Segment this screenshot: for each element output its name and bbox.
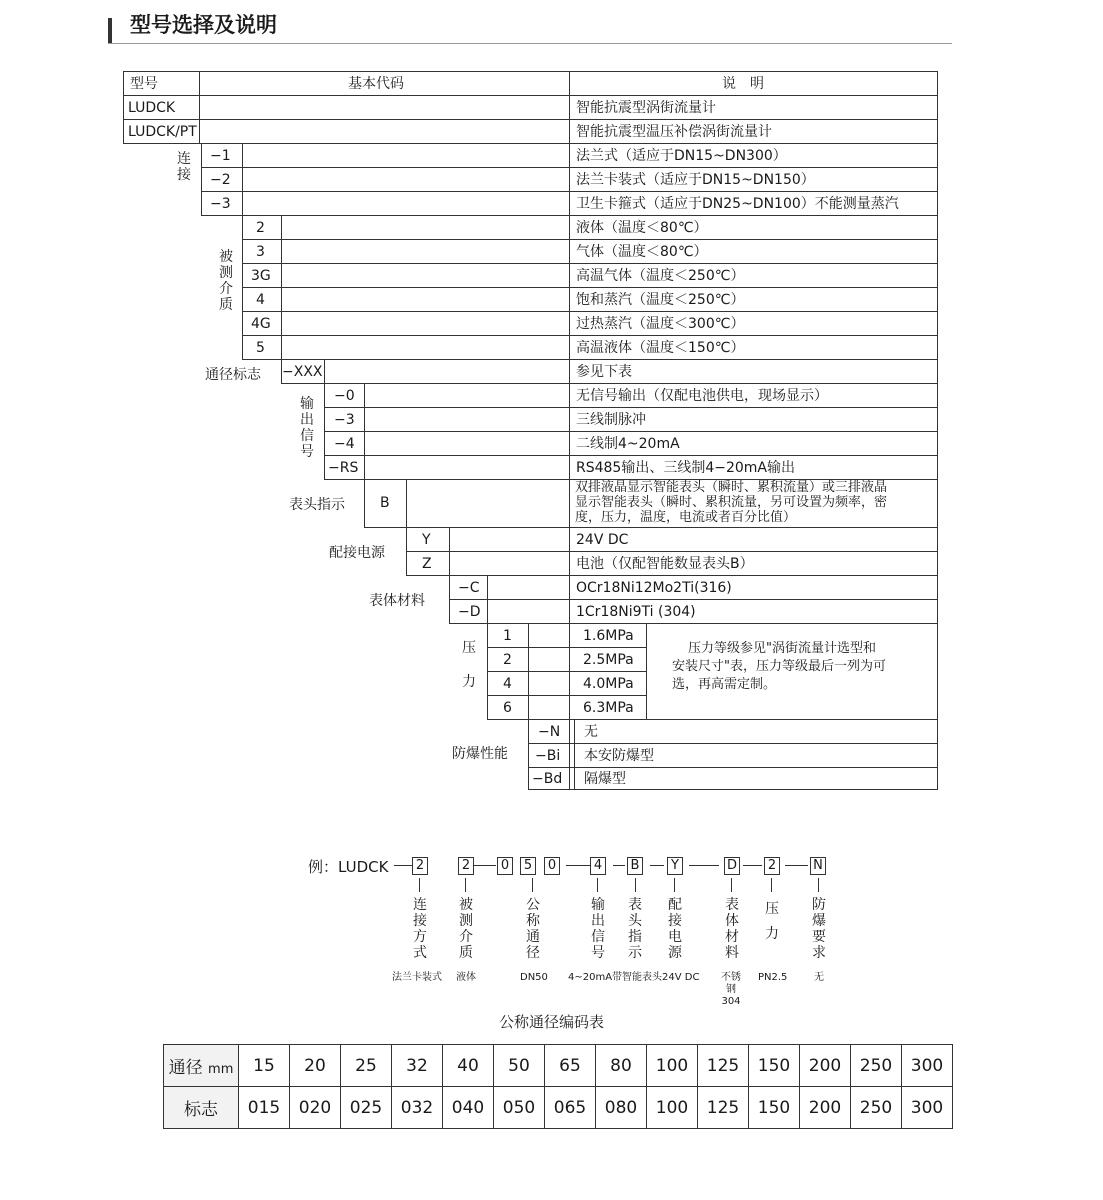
example-box-diameter: 0	[544, 857, 560, 875]
medium-code: 4G	[251, 316, 271, 332]
medium-label: 被测介质	[219, 249, 233, 313]
pressure-desc: 2.5MPa	[583, 652, 634, 668]
code-cell: 025	[341, 1087, 392, 1129]
diameter-code: −XXX	[282, 364, 323, 380]
example-box-medium: 2	[458, 857, 474, 875]
connection-desc: 法兰卡装式（适应于DN15~DN150）	[576, 172, 815, 188]
explosion-code: −Bd	[532, 771, 563, 787]
pressure-code: 1	[503, 628, 512, 644]
model-code: LUDCK/PT	[128, 124, 197, 140]
example-box-power: Y	[667, 857, 683, 875]
explosion-code: −Bi	[535, 748, 561, 764]
example-label: 防爆要求	[812, 897, 826, 961]
code-cell: 015	[239, 1087, 290, 1129]
example-note: 液体	[456, 972, 476, 983]
connection-code: −1	[210, 148, 231, 164]
explosion-desc: 本安防爆型	[584, 748, 654, 764]
code-cell: 032	[392, 1087, 443, 1129]
code-cell: 200	[800, 1087, 851, 1129]
example-label: 被测介质	[459, 897, 473, 961]
example-note: DN50	[520, 972, 548, 983]
example-label: 输出信号	[591, 897, 605, 961]
diameter-cell: 150	[749, 1045, 800, 1087]
diameter-cell: 200	[800, 1045, 851, 1087]
power-desc: 电池（仅配智能数显表头B）	[576, 556, 754, 572]
nominal-diameter-table	[163, 1044, 953, 1129]
medium-desc: 高温液体（温度＜150℃）	[576, 340, 745, 356]
material-desc: OCr18Ni12Mo2Ti(316)	[576, 580, 732, 596]
pressure-desc: 6.3MPa	[583, 700, 634, 716]
diameter-cell: 15	[239, 1045, 290, 1087]
code-cell: 250	[851, 1087, 902, 1129]
medium-code: 5	[256, 340, 265, 356]
power-label: 配接电源	[329, 545, 385, 561]
connection-code: −2	[210, 172, 231, 188]
diameter-cell: 32	[392, 1045, 443, 1087]
connection-desc: 卫生卡箍式（适应于DN25~DN100）不能测量蒸汽	[576, 196, 899, 212]
output-code: −RS	[328, 460, 359, 476]
table-row	[164, 1045, 953, 1087]
example-note: 4~20mA带智能表头24V DC	[568, 972, 700, 983]
code-cell: 040	[443, 1087, 494, 1129]
pressure-code: 2	[503, 652, 512, 668]
power-code: Y	[422, 532, 431, 548]
model-code: LUDCK	[128, 100, 176, 116]
example-box-output: 4	[590, 857, 606, 875]
title-accent-bar	[108, 18, 112, 44]
table-row	[164, 1087, 953, 1129]
explosion-desc: 隔爆型	[584, 771, 626, 787]
title-rule	[108, 43, 952, 44]
material-code: −D	[458, 604, 481, 620]
explosion-desc: 无	[584, 724, 598, 740]
col-desc-header: 说 明	[722, 76, 764, 92]
row-header-code: 标志	[164, 1087, 239, 1129]
pressure-desc: 1.6MPa	[583, 628, 634, 644]
medium-code: 2	[256, 220, 265, 236]
example-note: 不锈钢304	[721, 972, 741, 1007]
connection-desc: 法兰式（适应于DN15~DN300）	[576, 148, 787, 164]
example-label: 表头指示	[628, 897, 642, 961]
diameter-cell: 50	[494, 1045, 545, 1087]
example-note: PN2.5	[758, 972, 788, 983]
pressure-note-line: 压力等级参见"涡街流量计选型和	[688, 641, 876, 656]
code-cell: 050	[494, 1087, 545, 1129]
output-desc: 二线制4~20mA	[576, 436, 680, 452]
pressure-note-line: 安装尺寸"表，压力等级最后一列为可	[672, 659, 886, 674]
example-box-pressure: 2	[764, 857, 780, 875]
code-cell: 080	[596, 1087, 647, 1129]
medium-code: 4	[256, 292, 265, 308]
explosion-code: −N	[538, 724, 561, 740]
diameter-cell: 20	[290, 1045, 341, 1087]
power-code: Z	[422, 556, 432, 572]
output-code: −4	[334, 436, 355, 452]
material-label: 表体材料	[369, 593, 425, 609]
code-cell: 065	[545, 1087, 596, 1129]
output-desc: 无信号输出（仅配电池供电，现场显示）	[576, 388, 828, 404]
example-box-diameter: 5	[520, 857, 536, 875]
col-model-header: 型号	[130, 76, 158, 92]
pressure-label: 压力	[462, 640, 476, 690]
example-prefix: 例：LUDCK	[308, 858, 389, 876]
example-box-material: D	[724, 857, 740, 875]
medium-code: 3	[256, 244, 265, 260]
model-desc: 智能抗震型温压补偿涡街流量计	[576, 124, 772, 140]
pressure-code: 6	[503, 700, 512, 716]
diameter-cell: 80	[596, 1045, 647, 1087]
example-note: 无	[814, 972, 824, 983]
example-label: 连接方式	[413, 897, 427, 961]
diameter-cell: 300	[902, 1045, 953, 1087]
material-code: −C	[458, 580, 480, 596]
example-label: 公称通径	[526, 897, 540, 961]
model-desc: 智能抗震型涡街流量计	[576, 100, 716, 116]
medium-code: 3G	[251, 268, 271, 284]
medium-desc: 气体（温度＜80℃）	[576, 244, 708, 260]
pressure-desc: 4.0MPa	[583, 676, 634, 692]
example-box-explosion: N	[810, 857, 826, 875]
output-desc: 三线制脉冲	[576, 412, 646, 428]
output-desc: RS485输出、三线制4−20mA输出	[576, 460, 796, 476]
nominal-table-title: 公称通径编码表	[499, 1013, 605, 1031]
explosion-label: 防爆性能	[452, 746, 508, 762]
example-box-connection: 2	[412, 857, 428, 875]
row-header-unit: mm	[208, 1062, 234, 1077]
display-desc-line: 显示智能表头（瞬时、累积流量，另可设置为频率，密	[575, 495, 888, 510]
output-label: 输出信号	[300, 396, 314, 460]
display-desc-line: 度，压力，温度，电流或者百分比值）	[575, 510, 797, 525]
diameter-cell: 125	[698, 1045, 749, 1087]
power-desc: 24V DC	[576, 532, 629, 548]
medium-desc: 液体（温度＜80℃）	[576, 220, 708, 236]
display-code: B	[380, 495, 390, 511]
medium-desc: 高温气体（温度＜250℃）	[576, 268, 745, 284]
code-cell: 125	[698, 1087, 749, 1129]
example-note: 法兰卡装式	[392, 972, 442, 983]
col-code-header: 基本代码	[348, 76, 404, 92]
diameter-label: 通径标志	[205, 367, 261, 383]
pressure-note-line: 选，再高需定制。	[672, 677, 777, 692]
diameter-cell: 100	[647, 1045, 698, 1087]
code-cell: 020	[290, 1087, 341, 1129]
example-label: 表体材料	[725, 897, 739, 961]
diameter-desc: 参见下表	[576, 364, 632, 380]
display-desc-line: 双排液晶显示智能表头（瞬时、累积流量）或三排液晶	[575, 480, 888, 495]
output-code: −3	[334, 412, 355, 428]
pressure-code: 4	[503, 676, 512, 692]
material-desc: 1Cr18Ni9Ti (304)	[576, 604, 696, 620]
code-cell: 150	[749, 1087, 800, 1129]
page-title: 型号选择及说明	[130, 13, 277, 37]
example-label: 压 力	[765, 901, 793, 942]
medium-desc: 过热蒸汽（温度＜300℃）	[576, 316, 745, 332]
example-box-diameter: 0	[497, 857, 513, 875]
example-label: 配接电源	[668, 897, 682, 961]
diameter-cell: 250	[851, 1045, 902, 1087]
row-header-diameter	[164, 1045, 239, 1087]
output-code: −0	[334, 388, 355, 404]
connection-label: 连接	[177, 151, 191, 183]
diameter-cell: 40	[443, 1045, 494, 1087]
example-box-display: B	[627, 857, 643, 875]
diameter-cell: 25	[341, 1045, 392, 1087]
code-cell: 300	[902, 1087, 953, 1129]
row-header-label: 通径	[168, 1058, 203, 1078]
display-label: 表头指示	[289, 497, 345, 513]
medium-desc: 饱和蒸汽（温度＜250℃）	[576, 292, 745, 308]
code-cell: 100	[647, 1087, 698, 1129]
diameter-cell: 65	[545, 1045, 596, 1087]
connection-code: −3	[210, 196, 231, 212]
